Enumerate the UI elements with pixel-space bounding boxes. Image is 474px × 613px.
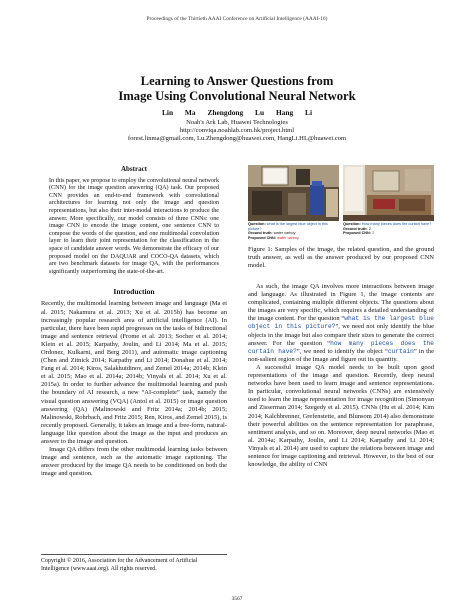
text-run: As such, the image QA involves more interactions between image and language. As illustrated in Figure 1, the image contents are complicated, containing multiple different objects. The questions about the images are very specific, which requires a detailed understanding of the image content. For the question “ — [248, 283, 434, 323]
example-object-curtain: curtain — [387, 347, 414, 355]
text-run: ”, we need to identify the object “ — [296, 347, 388, 355]
figure-1-caption: Figure 1: Samples of the image, the related question, and the ground truth answer, as well as the answer produced by our proposed CNN model. — [248, 246, 434, 269]
body-paragraph-1 — [248, 283, 434, 364]
example-question-1: what is the largest blue object in this picture? — [248, 315, 434, 331]
example-question-2: how many pieces does the curtain have? — [248, 339, 434, 355]
ground-truth-answer: 2 — [368, 226, 371, 231]
proceedings-header: Proceedings of the Thirtieth AAAI Conference on Artificial Intelligence (AAAI-16) — [146, 16, 328, 22]
title-line-2: Image Using Convolutional Neural Network — [118, 89, 356, 103]
project-url[interactable]: http://conviqa.noahlab.com.hk/project.html — [179, 127, 295, 134]
copyright-notice: Copyright © 2016, Association for the Advancement of Artificial Intelligence (www.aaai.org). All rights reserved. — [41, 554, 227, 573]
title-line-1: Learning to Answer Questions from — [140, 74, 334, 88]
ground-truth-label: Ground truth: — [343, 226, 368, 231]
author-name: Lin Ma — [161, 108, 196, 117]
intro-paragraph-2: Image QA differs from the other multimodal learning tasks between image and sentence, such as the automatic image captioning. The answer produced by the image QA needs to be conditioned on both the image and question. — [41, 446, 227, 478]
question-label: Question: — [343, 222, 361, 226]
text-run: ” in the non-salient region of the image and figure out its quantity. — [248, 347, 435, 363]
proposed-cnn-answer: water carboy — [277, 235, 299, 240]
ground-truth-label: Ground truth: — [248, 231, 273, 236]
page-number: 3567 — [231, 596, 243, 602]
figure-qa-box-left — [248, 222, 339, 242]
ground-truth-answer: water carboy — [273, 231, 296, 236]
room-photo-left — [248, 165, 339, 221]
question-text: what is the largest blue object in this picture? — [248, 222, 328, 231]
author-name: Hang Li — [275, 108, 313, 117]
figure-qa-box-right — [343, 222, 434, 242]
paper-title — [0, 74, 474, 104]
right-column — [248, 283, 434, 469]
author-list — [0, 108, 474, 117]
affiliation-block — [0, 119, 474, 143]
affiliation: Noah's Ark Lab, Huawei Technologies — [186, 119, 288, 126]
proposed-cnn-label: Proposed CNN: — [343, 231, 372, 236]
proposed-cnn-answer: 2 — [372, 231, 375, 236]
intro-paragraph-1: Recently, the multimodal learning between image and language (Ma et al. 2015; Nakamura et al. 2013; Xu et al. 2015b) has become an increasingly popular research area of artificial intelligence (AI). In particular, there have been rapid progresses on the tasks of bidirectional image and sentence retrieval (Frome et al. 2013; Socher et al. 2014; Klein et al. 2015; Karpathy, Joulin, and Li 2014; Ma et al. 2015; Ordonez, Kulkarni, and Berg 2011), and automatic image captioning (Chen and Zitnick 2014; Karpathy and Li 2014; Donahue et al. 2014; Fang et al. 2014; Kiros, Salakhutdinov, and Zemel 2014a; 2014b; Klein et al. 2015; Mao et al. 2014a; 2014b; Vinyals et al. 2014; Xu et al. 2015a). In order to further advance the multimodal learning and push the boundary of AI research, a new “AI-complete” task, namely the visual question answering (VQA) (Antol et al. 2015) or image question answering (QA) (Malinowski and Fritz 2014a; 2014b; 2015; Malinowski, Rohrbach, and Fritz 2015; Ren, Kiros, and Zemel 2015), is recently proposed. Generally, it takes an image and a free-form, natural-language like question about the image as the input and produces an answer to the image and question. — [41, 300, 227, 445]
author-emails: forest.linma@gmail.com, Lu.Zhengdong@huawei.com, HangLi.HL@huawei.com — [127, 135, 347, 142]
room-photo-right-svg — [343, 165, 434, 221]
question-text: How many pieces does the curtain have? — [361, 222, 432, 226]
abstract-heading: Abstract — [120, 165, 148, 173]
abstract-text: In this paper, we propose to employ the convolutional neural network (CNN) for the image question answering (QA) task. Our proposed CNN provides an end-to-end framework with convolutional architectures for learning not only the image and question representations, but also their inter-modal interactions to produce the answer. More specifically, our model consists of three CNNs: one image CNN to encode the image content, one sentence CNN to compose the words of the question, and one multimodal convolution layer to learn their joint representation for the classification in the space of candidate answer words. We demonstrate the efficacy of our proposed model on the DAQUAR and COCO-QA datasets, which are two benchmark datasets for image QA, with the performances significantly outperforming the state-of-the-art. — [49, 177, 219, 275]
abstract — [41, 166, 227, 276]
left-column — [41, 166, 227, 478]
introduction-heading: Introduction — [113, 287, 155, 297]
proposed-cnn-label: Proposed CNN: — [248, 235, 277, 240]
figure-1 — [248, 165, 434, 242]
author-name: Zhengdong Lu — [207, 108, 265, 117]
room-photo-left-svg — [248, 165, 339, 221]
text-run: ”, we need not only identify the blue objects in the image but also compare their sizes to generate the correct answer. For the question “ — [248, 323, 434, 347]
room-photo-right — [343, 165, 434, 221]
question-label: Question: — [248, 222, 266, 226]
body-paragraph-2: A successful image QA model needs to be built upon good representations of the image and question. Recently, deep neural networks have been used to learn image and sentence representations. In particular, convolutional neural networks (CNNs) are extensively used to learn the image representation for image recognition (Simonyan and Zisserman 2014; Szegedy et al. 2015). CNNs (Hu et al. 2014; Kim 2014; Kalchbrenner, Grefenstette, and Blunsom 2014) also demonstrate their powerful abilities on the sentence representation for paraphrase, sentiment analysis, and so on. Moreover, deep neural networks (Mao et al. 2014a; Karpathy, Joulin, and Li 2014; Karpathy and Li 2014; Vinyals et al. 2014) are used to capture the relations between image and sentence for image captioning and retrieval. However, to the best of our knowledge, the ability of CNN — [248, 363, 434, 469]
figure-panel-right — [343, 165, 434, 242]
figure-panel-left — [248, 165, 339, 242]
